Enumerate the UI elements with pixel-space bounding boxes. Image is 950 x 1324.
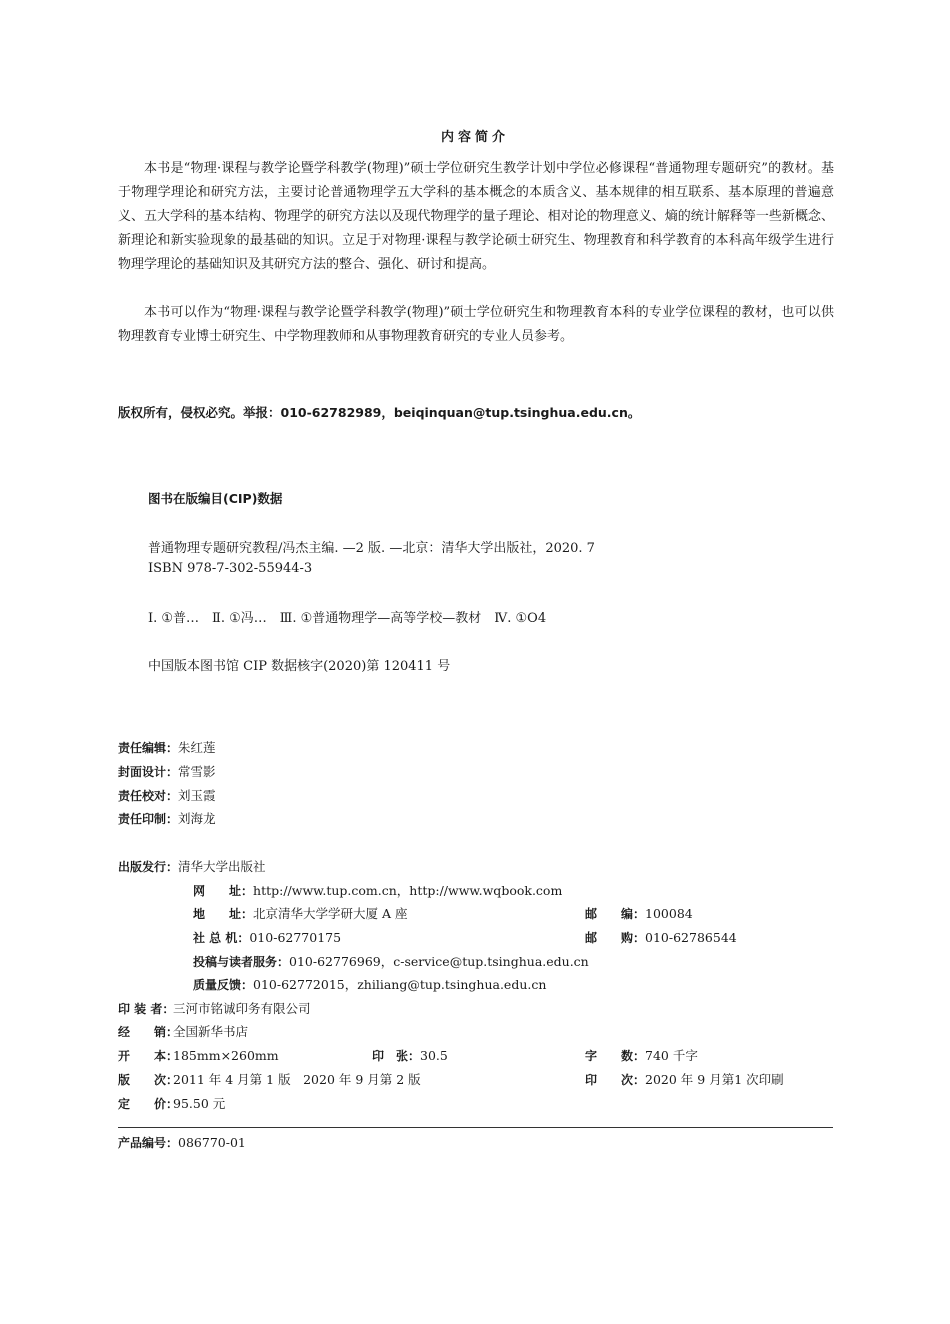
format-label: 开 本：	[118, 1049, 179, 1063]
postcode-label: 邮 编：	[585, 907, 646, 921]
staff-label: 责任印制：	[118, 812, 179, 826]
website-value: http://www.tup.com.cn，http://www.wqbook.com	[253, 883, 563, 898]
staff-row-editor	[118, 738, 216, 758]
address-value: 北京清华大学学研大厦 A 座	[253, 906, 408, 921]
price-label: 定 价：	[118, 1097, 179, 1111]
staff-label: 封面设计：	[118, 765, 179, 779]
edition-label: 版 次：	[118, 1073, 179, 1087]
intro-paragraph-1: 本书是“物理·课程与教学论暨学科教学(物理)”硕士学位研究生教学计划中学位必修课程“普通物理专题研究”的教材。基于物理学理论和研究方法，主要讨论普通物理学五大学科的基本概念的本质含义、基本规律的相互联系、基本原理的普遍意义、五大学科的基本结构、物理学的研究方法以及现代物理学的量子理论、相对论的物理意义、熵的统计解释等一些新概念、新理论和新实验现象的最基础的知识。立足于对物理·课程与教学论硕士研究生、物理教育和科学教育的本科高年级学生进行物理学理论的基础知识及其研究方法的整合、强化、研讨和提高。	[118, 161, 834, 272]
cip-title-line: 普通物理专题研究教程/冯杰主编. —2 版. —北京：清华大学出版社，2020. 7	[148, 541, 595, 556]
mail-order-label: 邮 购：	[585, 931, 646, 945]
staff-label: 责任编辑：	[118, 741, 179, 755]
staff-label: 责任校对：	[118, 789, 179, 803]
product-code-value: 086770-01	[178, 1135, 246, 1150]
word-count-value: 740 千字	[645, 1048, 698, 1063]
product-code-label: 产品编号：	[118, 1136, 179, 1150]
distributor-label: 经 销：	[118, 1025, 179, 1039]
switchboard-value: 010-62770175	[249, 930, 342, 945]
reader-service-value: 010-62776969，c-service@tup.tsinghua.edu.cn	[289, 954, 589, 969]
address-label: 地 址：	[193, 907, 254, 921]
edition-value: 2011 年 4 月第 1 版 2020 年 9 月第 2 版	[173, 1072, 421, 1087]
website-label: 网 址：	[193, 884, 254, 898]
mail-order-value: 010-62786544	[645, 930, 737, 945]
website-row	[193, 881, 562, 901]
divider	[118, 1127, 833, 1128]
reader-service-label: 投稿与读者服务：	[193, 955, 290, 969]
quality-feedback-value: 010-62772015，zhiliang@tup.tsinghua.edu.cn	[253, 977, 547, 992]
format-value: 185mm×260mm	[173, 1048, 279, 1063]
postcode-value: 100084	[645, 906, 693, 921]
postcode-row	[585, 904, 693, 924]
intro-paragraph-2: 本书可以作为“物理·课程与教学论暨学科教学(物理)”硕士学位研究生和物理教育本科的专业学位课程的教材，也可以供物理教育专业博士研究生、中学物理教师和从事物理教育研究的专业人员参考。	[118, 305, 834, 344]
staff-value: 常雪影	[178, 764, 216, 779]
staff-value: 刘海龙	[178, 811, 216, 826]
price-value: 95.50 元	[173, 1096, 226, 1111]
printer-value: 三河市铭诚印务有限公司	[173, 1001, 311, 1016]
sheets-value: 30.5	[420, 1048, 448, 1063]
publisher-value: 清华大学出版社	[178, 859, 266, 874]
printer-row	[118, 999, 311, 1019]
cip-record-number: 中国版本图书馆 CIP 数据核字(2020)第 120411 号	[148, 659, 451, 674]
address-row	[193, 904, 408, 924]
distributor-value: 全国新华书店	[173, 1024, 249, 1039]
intro-title: 内容简介	[440, 130, 509, 145]
sheets-row	[372, 1046, 448, 1066]
publisher-row	[118, 857, 266, 877]
staff-value: 刘玉霞	[178, 788, 216, 803]
mail-order-row	[585, 928, 737, 948]
quality-feedback-row	[193, 975, 546, 995]
impression-label: 印 次：	[585, 1073, 646, 1087]
printer-label: 印 装 者：	[118, 1002, 175, 1016]
impression-value: 2020 年 9 月第1 次印刷	[645, 1072, 784, 1087]
copyright-notice: 版权所有，侵权必究。举报：010-62782989，beiqinquan@tup.tsinghua.edu.cn。	[118, 405, 641, 420]
distributor-row	[118, 1022, 248, 1042]
impression-row	[585, 1070, 784, 1090]
product-code-row	[118, 1133, 246, 1153]
staff-row-cover-design	[118, 762, 216, 782]
staff-row-proofreader	[118, 786, 216, 806]
staff-value: 朱红莲	[178, 740, 216, 755]
reader-service-row	[193, 952, 589, 972]
cip-heading: 图书在版编目(CIP)数据	[148, 491, 283, 506]
publisher-label: 出版发行：	[118, 860, 179, 874]
staff-row-print-manager	[118, 809, 216, 829]
sheets-label: 印 张：	[372, 1049, 421, 1063]
word-count-row	[585, 1046, 698, 1066]
format-row	[118, 1046, 279, 1066]
cip-isbn: ISBN 978-7-302-55944-3	[148, 561, 313, 576]
word-count-label: 字 数：	[585, 1049, 646, 1063]
quality-feedback-label: 质量反馈：	[193, 978, 254, 992]
edition-row	[118, 1070, 421, 1090]
switchboard-label: 社 总 机：	[193, 931, 250, 945]
cip-classification: Ⅰ. ①普… Ⅱ. ①冯… Ⅲ. ①普通物理学—高等学校—教材 Ⅳ. ①O4	[148, 611, 547, 626]
price-row	[118, 1094, 225, 1114]
switchboard-row	[193, 928, 341, 948]
